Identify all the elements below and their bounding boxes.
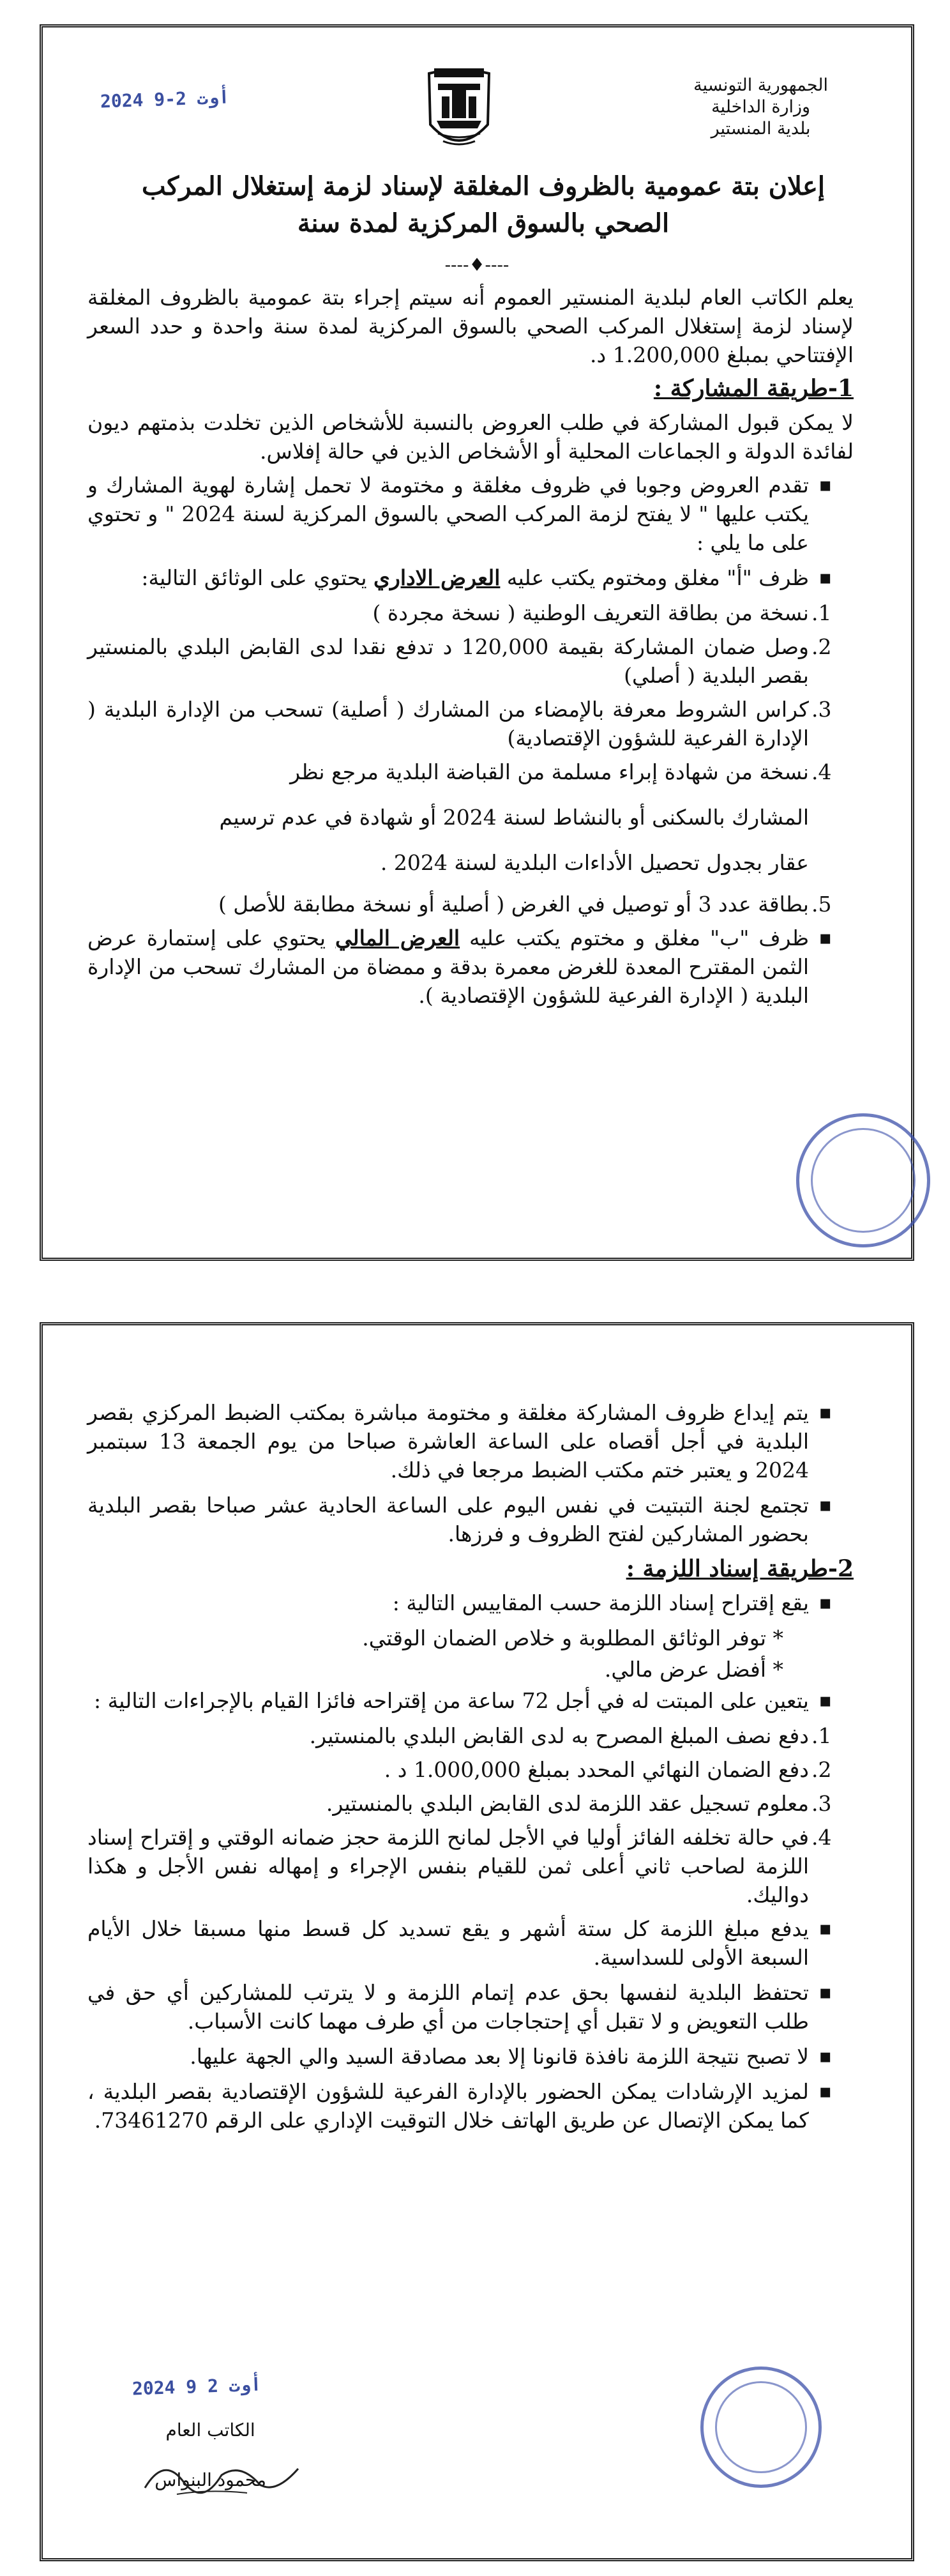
bullet-winner: ▪ يتعين على المبتت له في أجل 72 ساعة من إقتراحه فائزا القيام بالإجراءات التالية : — [87, 1686, 854, 1715]
republic-label: الجمهورية التونسية — [693, 75, 828, 95]
doc-item-5: 5. بطاقة عدد 3 أو توصيل في الغرض ( أصلية أو نسخة مطابقة للأصل ) — [218, 892, 832, 917]
page-2-body — [87, 1396, 854, 2141]
bullet-envelope-b — [87, 924, 854, 1010]
section-1-heading: 1-طريقة المشاركة : — [653, 375, 854, 402]
bullet-payment: ▪ يدفع مبلغ اللزمة كل ستة أشهر و يقع تسديد كل قسط منها مسبقا خلال الأيام السبعة الأولى للسداسية. — [87, 1914, 854, 1972]
doc-item-4: 4. نسخة من شهادة إبراء مسلمة من القباضة البلدية مرجع نظر — [290, 759, 832, 784]
doc-item-3: 3. كراس الشروط معرفة بالإمضاء من المشارك ( أصلية) تسحب من الإدارة البلدية ( الإدارة الفرعية للشؤون الإقتصادية) — [87, 697, 832, 751]
bullet-reserve: ▪ تحتفظ البلدية لنفسها بحق عدم إتمام اللزمة و لا يترتب للمشاركين أي حق في طلب التعويض و لا تقبل أي إحتجاجات من أي طرف مهما كانت الأسباب. — [87, 1978, 854, 2036]
bullet-committee: ▪ تجتمع لجنة التبتيت في نفس اليوم على الساعة الحادية عشر صباحا بقصر البلدية بحضور المشاركين لفتح الظروف و فرزها. — [87, 1491, 854, 1548]
envelope-b-text-end: يحتوي على إستمارة عرض الثمن المقترح المعدة للغرض معمرة بدقة و ممضاة من المشارك تسحب من الإدارة البلدية ( الإدارة الفرعية للشؤون الإقتصادية ). — [87, 926, 809, 1008]
step-item-4: 4. في حالة تخلفه الفائز أوليا في الأجل لمانح اللزمة حجز ضمانه الوقتي و إقتراح إسناد اللزمة لصاحب ثاني أعلى ثمن للقيام بنفس الإجراء و إمهاله نفس الأجل و هكذا دواليك. — [87, 1825, 832, 1907]
bullet-criteria: ▪ يقع إقتراح إسناد اللزمة حسب المقاييس التالية : — [87, 1589, 854, 1617]
intro-paragraph: يعلم الكاتب العام لبلدية المنستير العموم أنه سيتم إجراء بتة عمومية بالظروف المغلقة لإسناد لزمة إستغلال المركب الصحي بالسوق المركزية لمدة سنة واحدة و حدد السعر الإفتتاحي بمبلغ 1.200,000 د. — [87, 285, 854, 367]
ministry-label: وزارة الداخلية — [711, 97, 811, 117]
step-item-1: 1. دفع نصف المبلغ المصرح به لدى القابض البلدي بالمنستير. — [309, 1723, 832, 1748]
official-round-stamp — [796, 1113, 930, 1247]
title-separator: ----♦---- — [444, 254, 509, 275]
signatory-name: محمود البنواس — [155, 2469, 266, 2490]
municipality-label: بلدية المنستير — [711, 119, 811, 139]
announcement-page-2 — [40, 1322, 914, 2561]
doc-item-2: 2. وصل ضمان المشاركة بقيمة 120,000 د تدفع نقدا لدى القابض البلدي بالمنستير بقصر البلدية ( أصلي) — [87, 634, 832, 688]
envelope-a-text-end: يحتوي على الوثائق التالية: — [141, 565, 367, 590]
envelope-a-bold: العرض الاداري — [373, 565, 501, 590]
date-stamp: 2024 أوت 2-9 — [100, 86, 230, 112]
handwritten-signature-icon — [139, 2450, 305, 2501]
eligibility-paragraph: لا يمكن قبول المشاركة في طلب العروض بالنسبة للأشخاص الذين تخلدت بذمتهم ديون لفائدة الدولة و الجماعات المحلية أو الأشخاص الذين في حالة إفلاس. — [87, 410, 854, 464]
step-item-3: 3. معلوم تسجيل عقد اللزمة لدى القابض البلدي بالمنستير. — [326, 1791, 832, 1816]
envelope-b-bold: العرض المالي — [335, 926, 460, 950]
doc-item-4-cont-1: المشارك بالسكنى أو بالنشاط لسنة 2024 أو شهادة في عدم ترسيم — [219, 805, 809, 830]
date-stamp-2: 2024 أوت 2 9 — [132, 2374, 262, 2400]
letterhead — [693, 75, 828, 140]
municipal-crest-icon — [424, 62, 494, 158]
bullet-envelope-a — [87, 563, 854, 592]
bullet-deposit: ▪ يتم إيداع ظروف المشاركة مغلقة و مختومة مباشرة بمكتب الضبط المركزي بقصر البلدية في أجل أقصاه على الساعة العاشرة صباحا من يوم الجمعة 13 سبتمبر 2024 و يعتبر ختم مكتب الضبط مرجعا في ذلك. — [87, 1398, 854, 1484]
step-item-2: 2. دفع الضمان النهائي المحدد بمبلغ 1.000,000 د . — [384, 1757, 832, 1782]
bullet-offers: ▪ تقدم العروض وجوبا في ظروف مغلقة و مختومة لا تحمل إشارة لهوية المشارك و يكتب عليها " لا يفتح لزمة المركب الصحي بالسوق المركزية لسنة 2024 " و تحتوي على ما يلي : — [87, 471, 854, 557]
official-round-stamp-2 — [700, 2366, 822, 2488]
page-title: إعلان بتة عمومية بالظروف المغلقة لإسناد لزمة إستغلال المركب الصحي بالسوق المركزية لمدة سنة — [142, 171, 825, 238]
section-2-heading: 2-طريقة إسناد اللزمة : — [626, 1555, 854, 1582]
criteria-item-2: * أفضل عرض مالي. — [604, 1657, 783, 1682]
bullet-final-result: ▪ لا تصبح نتيجة اللزمة نافذة قانونا إلا بعد مصادقة السيد والي الجهة عليها. — [87, 2042, 854, 2071]
doc-item-1: 1. نسخة من بطاقة التعريف الوطنية ( نسخة مجردة ) — [372, 600, 832, 625]
signatory-title: الكاتب العام — [165, 2420, 255, 2441]
announcement-page-1 — [40, 24, 914, 1261]
envelope-a-text: ظرف "أ" مغلق ومختوم يكتب عليه — [506, 565, 809, 590]
bullet-info: ▪ لمزيد الإرشادات يمكن الحضور بالإدارة الفرعية للشؤون الإقتصادية بقصر البلدية ، كما يمكن الإتصال عن طريق الهاتف خلال التوقيت الإداري على الرقم 73461270. — [87, 2077, 854, 2135]
criteria-item-1: * توفر الوثائق المطلوبة و خلاص الضمان الوقتي. — [362, 1626, 783, 1650]
envelope-b-text: ظرف "ب" مغلق و مختوم يكتب عليه — [469, 926, 810, 950]
doc-item-4-cont-2: عقار بجدول تحصيل الأداءات البلدية لسنة 2024 . — [380, 850, 809, 875]
page-1-body — [87, 283, 854, 1016]
